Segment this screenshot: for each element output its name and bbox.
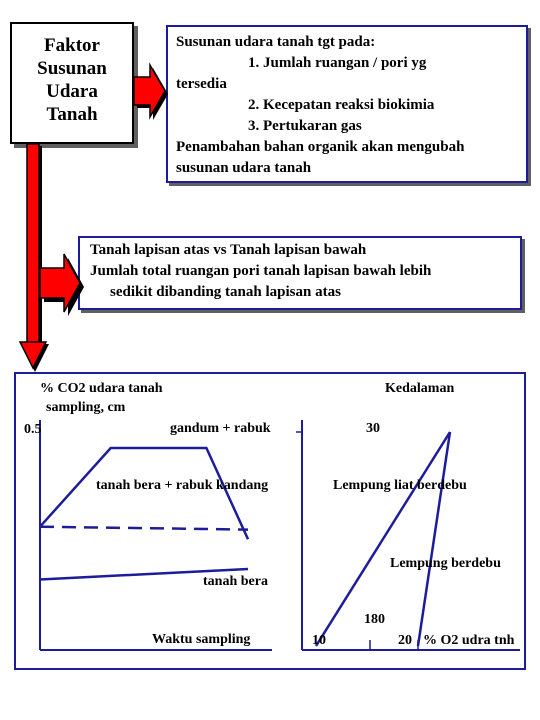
- left-y-tick: 0.5: [24, 422, 42, 437]
- left-ylabel-line-2: sampling, cm: [46, 400, 126, 415]
- label-tanah-bera-rabuk-kandang: tanah bera + rabuk kandang: [96, 478, 269, 493]
- right-tick-180-label: 180: [364, 612, 385, 627]
- title-line-3: Udara: [46, 81, 98, 102]
- box1-line-5: 3. Pertukaran gas: [248, 118, 362, 134]
- right-tick-30-label: 30: [366, 421, 380, 436]
- box1-line-4: 2. Kecepatan reaksi biokimia: [248, 97, 435, 113]
- label-tanah-bera: tanah bera: [203, 574, 268, 589]
- left-xlabel: Waktu sampling: [152, 632, 251, 647]
- box1-line-2: 1. Jumlah ruangan / pori yg: [248, 55, 427, 71]
- box2-line-1: Tanah lapisan atas vs Tanah lapisan bawah: [90, 242, 367, 258]
- box1-line-3: tersedia: [176, 76, 227, 92]
- label-lempung-berdebu: Lempung berdebu: [390, 556, 501, 571]
- box2-line-2: Jumlah total ruangan pori tanah lapisan bawah lebih: [90, 263, 432, 279]
- series-lempung-berdebu: [418, 432, 450, 646]
- left-ylabel-line-1: % CO2 udara tanah: [40, 381, 163, 396]
- right-xlabel: % O2 udra tnh: [423, 633, 515, 648]
- series-tanah-bera-rabuk-kandang: [40, 527, 248, 530]
- title-line-2: Susunan: [37, 58, 107, 79]
- label-gandum-rabuk: gandum + rabuk: [170, 421, 271, 436]
- right-title: Kedalaman: [385, 381, 455, 396]
- title-line-1: Faktor: [44, 35, 100, 56]
- label-lempung-liat-berdebu: Lempung liat berdebu: [333, 478, 467, 493]
- box1-line-1: Susunan udara tanah tgt pada:: [176, 34, 376, 50]
- title-line-4: Tanah: [46, 104, 98, 125]
- box1-line-6: Penambahan bahan organik akan mengubah: [176, 139, 465, 155]
- right-x-tick-20: 20: [398, 633, 412, 648]
- box1-line-7: susunan udara tanah: [176, 160, 312, 176]
- right-x-tick-10: 10: [312, 633, 326, 648]
- box2-line-3: sedikit dibanding tanah lapisan atas: [110, 284, 341, 300]
